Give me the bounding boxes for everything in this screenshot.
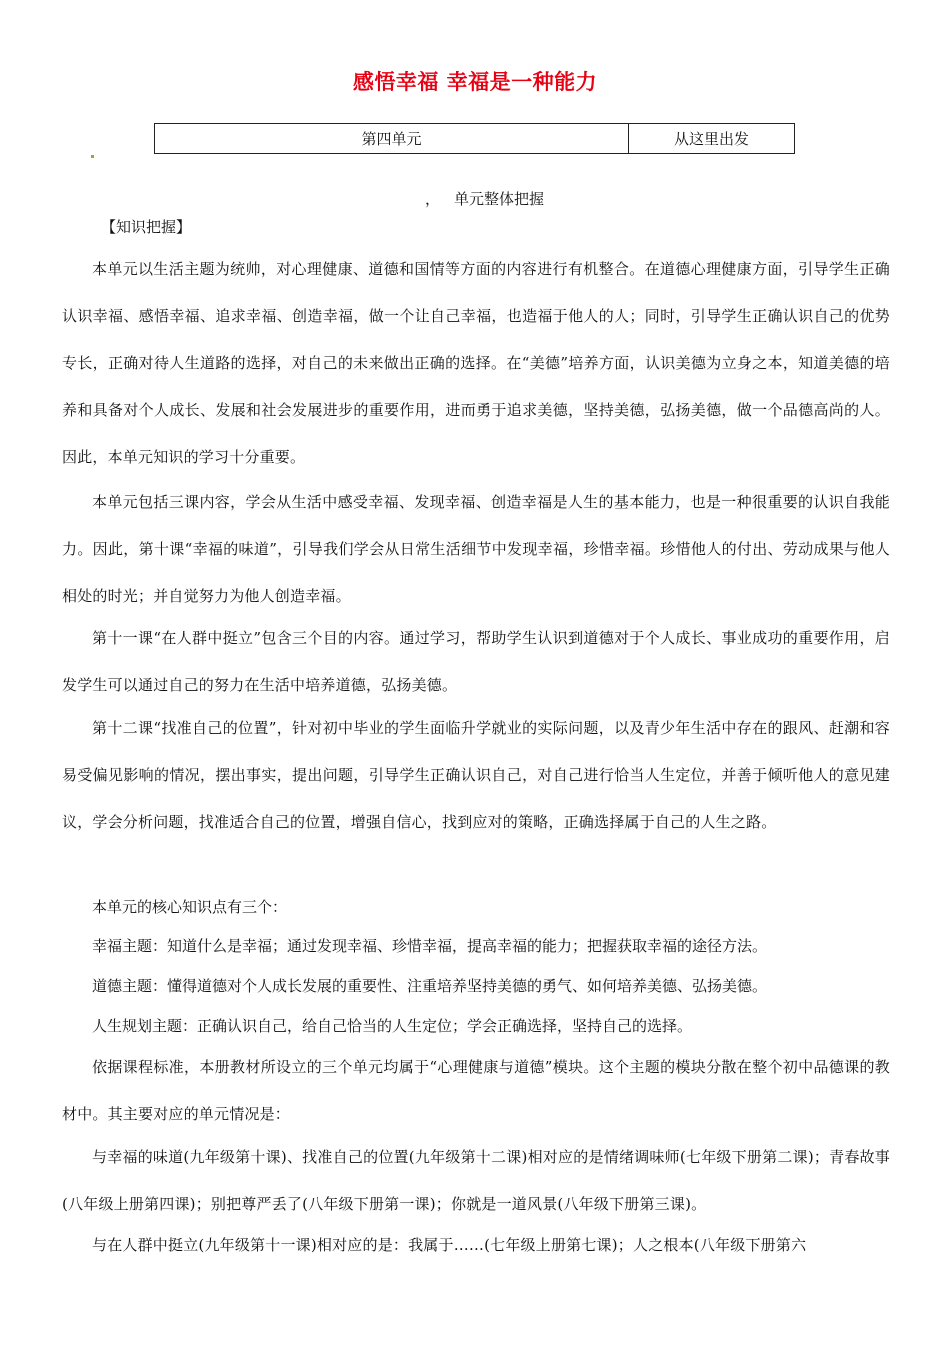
unit-name-cell: 第四单元 [155, 124, 629, 153]
paragraph: 第十二课“找准自己的位置”，针对初中毕业的学生面临升学就业的实际问题，以及青少年生活中存在的跟风、赶潮和容易受偏见影响的情况，摆出事实，提出问题，引导学生正确认识自己，对自己进行恰当人生定位，并善于倾听他人的意见建议，学会分析问题，找准适合自己的位置，增强自信心，找到应对的策略，正确选择属于自己的人生之路。 [62, 719, 890, 831]
section-heading-text: 单元整体把握 [454, 190, 545, 208]
paragraph: 本单元以生活主题为统帅，对心理健康、道德和国情等方面的内容进行有机整合。在道德心理健康方面，引导学生正确认识幸福、感悟幸福、追求幸福、创造幸福，做一个让自己幸福，也造福于他人的人；同时，引导学生正确认识自己的优势专长，正确对待人生道路的选择，对自己的未来做出正确的选择。在“美德”培养方面，认识美德为立身之本，知道美德的培养和具备对个人成长、发展和社会发展进步的重要作用，进而勇于追求美德，坚持美德，弘扬美德，做一个品德高尚的人。因此，本单元知识的学习十分重要。 [62, 260, 890, 466]
paragraph: 依据课程标准，本册教材所设立的三个单元均属于“心理健康与道德”模块。这个主题的模块分散在整个初中品德课的教材中。其主要对应的单元情况是： [62, 1058, 890, 1123]
section-heading-mark: ， [425, 190, 441, 208]
document-title: 感悟幸福 幸福是一种能力 [352, 70, 598, 94]
core-point: 幸福主题：知道什么是幸福；通过发现幸福、珍惜幸福，提高幸福的能力；把握获取幸福的途径方法。 [92, 937, 768, 955]
paragraph: 与在人群中挺立(九年级第十一课)相对应的是：我属于……(七年级上册第七课)；人之根本(八年级下册第六 [92, 1236, 807, 1254]
unit-theme-cell: 从这里出发 [673, 130, 749, 148]
core-point: 道德主题：懂得道德对个人成长发展的重要性、注重培养坚持美德的勇气、如何培养美德、弘扬美德。 [92, 977, 768, 995]
paragraph: 第十一课“在人群中挺立”包含三个目的内容。通过学习，帮助学生认识到道德对于个人成长、事业成功的重要作用，启发学生可以通过自己的努力在生活中培养道德，弘扬美德。 [62, 629, 890, 694]
unit-table [154, 123, 795, 154]
knowledge-tag: 【知识把握】 [101, 218, 192, 236]
core-point: 人生规划主题：正确认识自己，给自己恰当的人生定位；学会正确选择，坚持自己的选择。 [92, 1017, 693, 1035]
core-intro: 本单元的核心知识点有三个： [92, 898, 288, 916]
section-heading [425, 188, 544, 209]
paragraph: 本单元包括三课内容，学会从生活中感受幸福、发现幸福、创造幸福是人生的基本能力，也是一种很重要的认识自我能力。因此，第十课“幸福的味道”，引导我们学会从日常生活细节中发现幸福，珍惜幸福。珍惜他人的付出、劳动成果与他人相处的时光；并自觉努力为他人创造幸福。 [62, 493, 890, 605]
paragraph: 与幸福的味道(九年级第十课)、找准自己的位置(九年级第十二课)相对应的是情绪调味师(七年级下册第二课)；青春故事(八年级上册第四课)；别把尊严丢了(八年级下册第一课)；你就是一道风景(八年级下册第三课)。 [62, 1148, 890, 1213]
stray-dot [91, 155, 94, 158]
